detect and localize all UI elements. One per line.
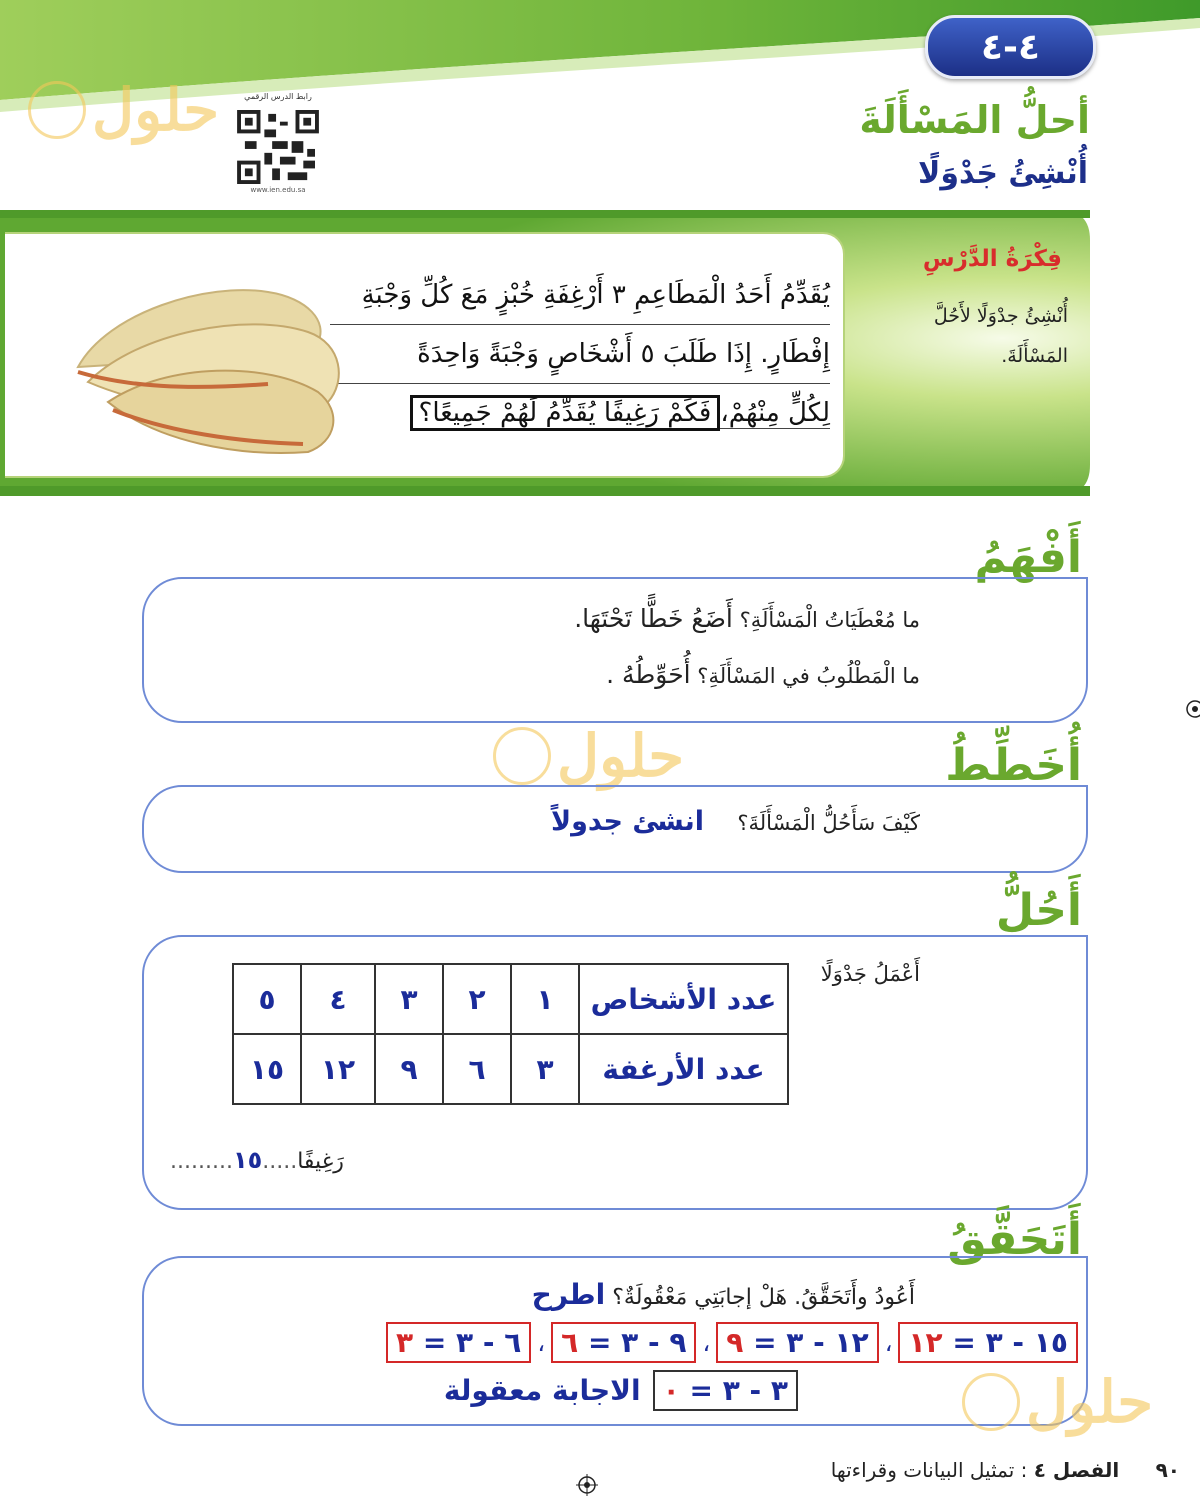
problem-line-3: لِكُلٍّ مِنْهُمْ،فَكَمْ رَغِيفًا يُقَدِّمُ لَهُمْ جَمِيعًا؟ [330, 384, 830, 442]
watermark-logo-icon [493, 727, 551, 785]
bread-illustration [68, 272, 348, 462]
solve-title: أَحُلُّ [995, 885, 1082, 936]
lesson-title: أحلُّ المَسْأَلَةَ [859, 98, 1090, 142]
page-footer [831, 1458, 1180, 1482]
table-row-label: عدد الأشخاص [579, 964, 788, 1034]
qr-code-icon[interactable] [237, 110, 319, 184]
table-cell: ٩ [375, 1034, 443, 1104]
plan-question: كَيْفَ سَأَحُلُّ الْمَسْأَلَةَ؟ [737, 811, 920, 835]
table-cell: ١٢ [301, 1034, 375, 1104]
table-cell: ١٥ [233, 1034, 301, 1104]
table-cell: ٥ [233, 964, 301, 1034]
understand-panel [142, 577, 1088, 723]
check-answer-lead: اطرح [531, 1278, 606, 1311]
table-cell: ٤ [301, 964, 375, 1034]
understand-q1-instruction: أَضَعُ خَطًّا تَحْتَهَا. [574, 604, 733, 633]
table-row [233, 1034, 788, 1104]
check-equation: ٦ - ٣ = ٣ [386, 1322, 531, 1363]
table-cell: ١ [511, 964, 579, 1034]
plan-answer: انشئ جدولاً [551, 806, 704, 837]
solve-answer-value: ١٥ [232, 1146, 263, 1174]
solve-answer-row: رَغِيفًا.....١٥......... [170, 1146, 344, 1174]
plan-row [551, 806, 920, 837]
lesson-idea-text: أُنْشِئُ جدْوَلًا لأَحُلَّ المَسْأَلَةَ. [933, 305, 1068, 367]
check-conclusion-row [444, 1370, 798, 1411]
solve-instruction: أَعْمَلُ جَدْوَلًا [820, 962, 920, 986]
watermark-logo-icon [28, 81, 86, 139]
qr-caption: رابط الدرس الرقمي [244, 92, 312, 101]
watermark-top: حلول [28, 76, 219, 144]
chapter-title: : تمثيل البيانات وقراءتها [830, 1458, 1028, 1482]
problem-question-circled: فَكَمْ رَغِيفًا يُقَدِّمُ لَهُمْ جَمِيعًا؟ [410, 395, 721, 431]
problem-line-1: يُقَدِّمُ أَحَدُ الْمَطَاعِمِ ٣ أَرْغِفَةِ خُبْزٍ مَعَ كُلِّ وَجْبَةِ [330, 266, 830, 325]
plan-title: أُخَطِّطُ [945, 740, 1082, 791]
registration-mark-icon [1184, 698, 1200, 720]
understand-q1: ما مُعْطَيَاتُ الْمَسْأَلَةِ؟ [739, 608, 920, 632]
watermark-middle: حلول [493, 722, 684, 790]
table-cell: ٦ [443, 1034, 511, 1104]
watermark-bottom: حلول [962, 1368, 1153, 1436]
qr-url: www.ien.edu.sa [250, 186, 306, 194]
registration-mark-icon [576, 1474, 598, 1496]
understand-q2-row [606, 660, 920, 689]
table-cell: ٢ [443, 964, 511, 1034]
table-row [233, 964, 788, 1034]
understand-title: أَفْهَمُ [974, 532, 1082, 583]
watermark-logo-icon [962, 1373, 1020, 1431]
understand-q1-row [574, 604, 920, 633]
chapter-label: الفصل ٤ [1033, 1458, 1120, 1482]
lesson-subtitle: أُنْشِئُ جَدْوَلًا [918, 156, 1088, 191]
check-equation: ١٢ - ٣ = ٩ [716, 1322, 878, 1363]
solution-table [232, 963, 789, 1105]
lesson-number-badge [925, 15, 1096, 79]
table-cell: ٣ [511, 1034, 579, 1104]
understand-q2: ما الْمَطْلُوبُ في المَسْأَلَةِ؟ [697, 664, 920, 688]
table-row-label: عدد الأرغفة [579, 1034, 788, 1104]
check-equation: ٩ - ٣ = ٦ [551, 1322, 696, 1363]
problem-line-2: إِفْطَارٍ. إِذَا طَلَبَ ٥ أَشْخَاصٍ وَجْبَةً وَاحِدَةً [330, 325, 830, 384]
check-question: أَعُودُ وأَتَحَقَّقُ. هَلْ إجابَتِي مَعْقُولَةٌ؟ [612, 1285, 915, 1310]
table-cell: ٣ [375, 964, 443, 1034]
check-equation: ١٥ - ٣ = ١٢ [898, 1322, 1078, 1363]
lesson-number: ٤-٤ [981, 26, 1040, 68]
solve-answer-unit: رَغِيفًا [297, 1149, 344, 1174]
check-question-row [532, 1278, 915, 1311]
understand-q2-instruction: أُحَوِّطُهُ . [606, 660, 691, 689]
check-title: أَتَحَقَّقُ [947, 1214, 1082, 1265]
check-equation: ٣ - ٣ = ٠ [653, 1370, 798, 1411]
page-number: ٩٠ [1155, 1458, 1180, 1482]
check-equations: ١٥ - ٣ = ١٢ ، ١٢ - ٣ = ٩ ، ٩ - ٣ = ٦ ، ٦ - ٣ = ٣ [386, 1322, 1078, 1363]
lesson-idea-heading: فِكْرَةُ الدَّرْسِ [922, 246, 1062, 272]
check-conclusion: الاجابة معقولة [443, 1374, 641, 1407]
problem-statement [330, 266, 830, 442]
